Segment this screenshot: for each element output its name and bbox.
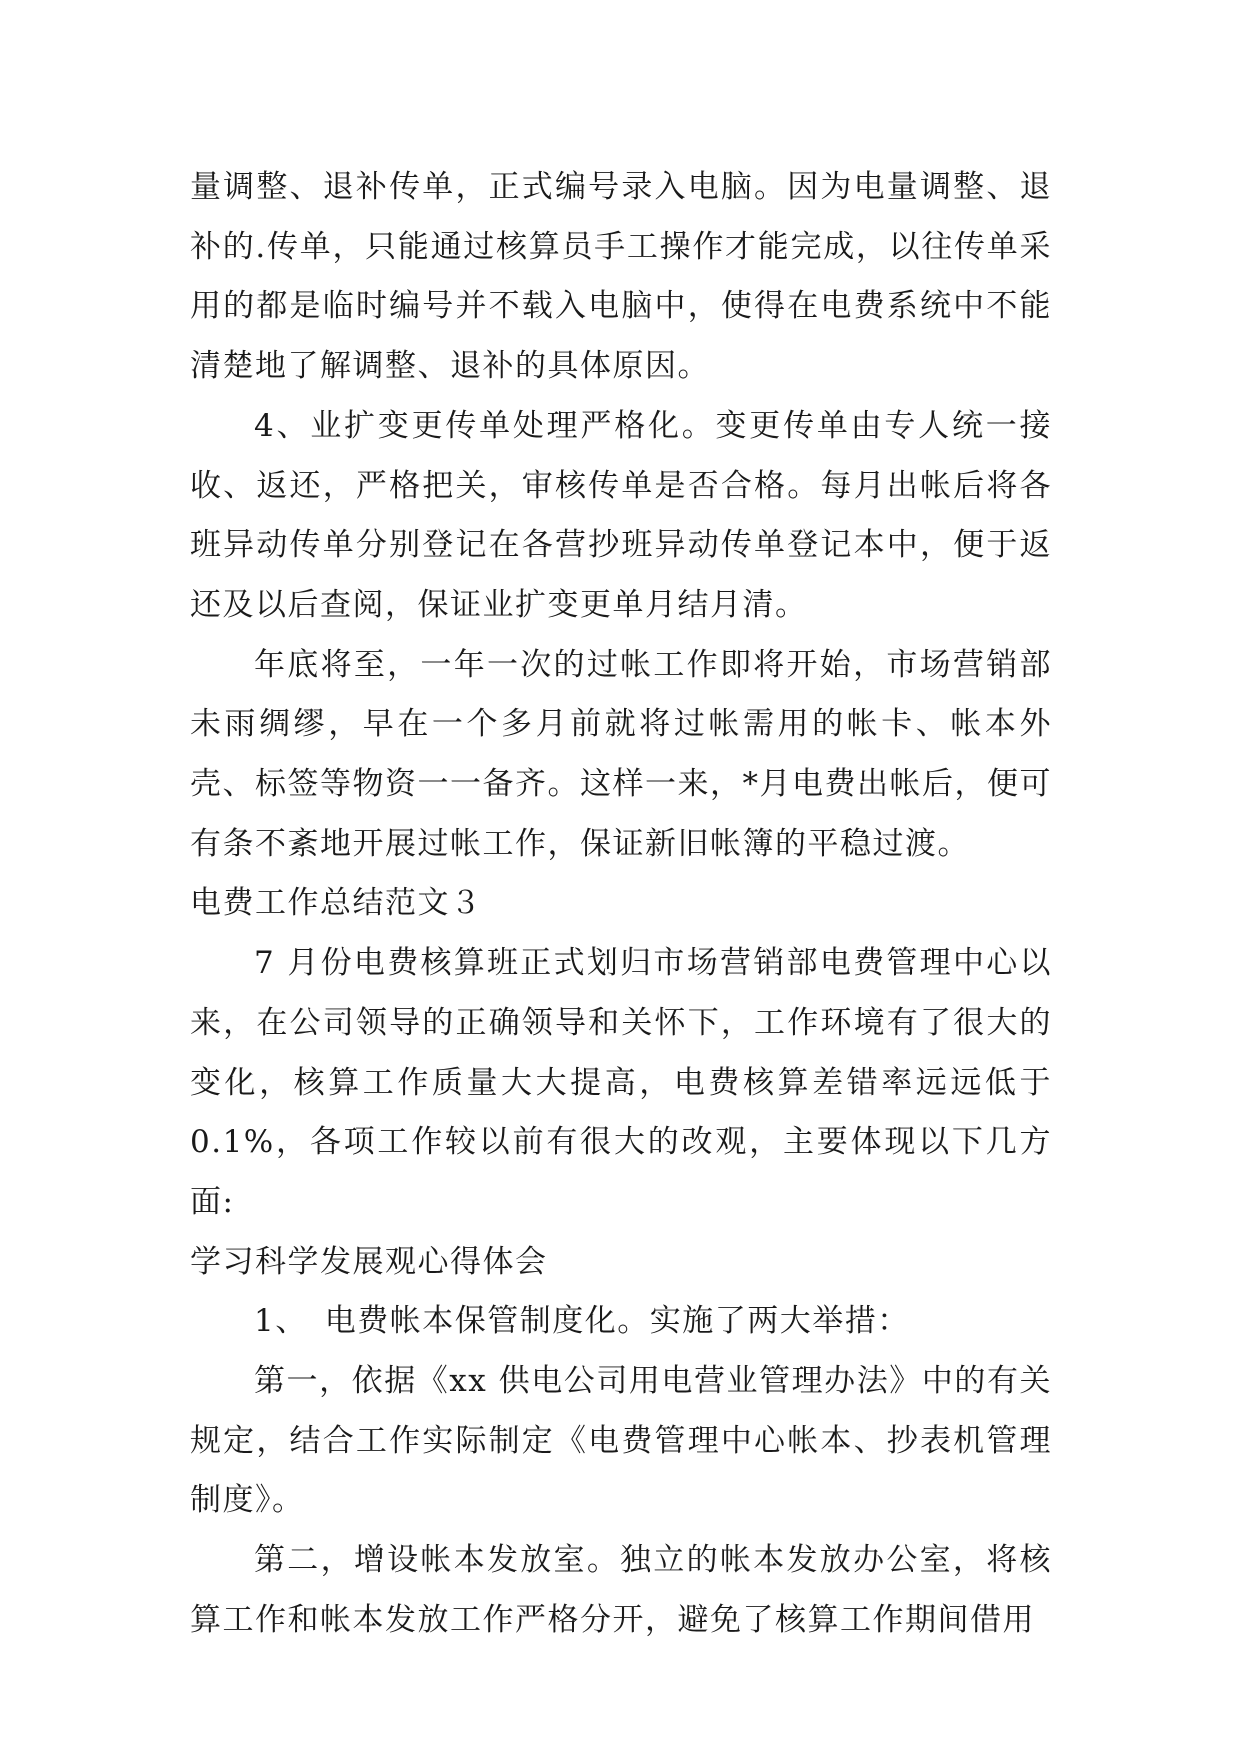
paragraph: 4、业扩变更传单处理严格化。变更传单由专人统一接收、返还，严格把关，审核传单是否合格。每月出帐后将各班异动传单分别登记在各营抄班异动传单登记本中，便于返还及以后查阅，保证业扩变更单月结月清。 <box>190 407 1052 623</box>
paragraph: 量调整、退补传单，正式编号录入电脑。因为电量调整、退补的.传单，只能通过核算员手工操作才能完成，以往传单采用的都是临时编号并不载入电脑中，使得在电费系统中不能清楚地了解调整、退补的具体原因。 <box>190 169 1052 385</box>
section-heading: 电费工作总结范文３ <box>190 885 483 922</box>
section-heading: 学习科学发展观心得体会 <box>190 1243 548 1280</box>
paragraph: 第一，依据《xx 供电公司用电营业管理办法》中的有关规定，结合工作实际制定《电费管理中心帐本、抄表机管理制度》。 <box>190 1363 1052 1519</box>
document-body <box>190 158 1052 1651</box>
paragraph: 7 月份电费核算班正式划归市场营销部电费管理中心以来，在公司领导的正确领导和关怀下，工作环境有了很大的变化，核算工作质量大大提高，电费核算差错率远远低于 0.1%，各项工作较以前有很大的改观，主要体现以下几方面: <box>190 945 1052 1220</box>
paragraph: 第二，增设帐本发放室。独立的帐本发放办公室，将核算工作和帐本发放工作严格分开，避免了核算工作期间借用 <box>190 1542 1052 1638</box>
paragraph: 年底将至，一年一次的过帐工作即将开始，市场营销部未雨绸缪，早在一个多月前就将过帐需用的帐卡、帐本外壳、标签等物资一一备齐。这样一来，*月电费出帐后，便可有条不紊地开展过帐工作，保证新旧帐簿的平稳过渡。 <box>190 646 1052 862</box>
paragraph: 1、 电费帐本保管制度化。实施了两大举措： <box>254 1303 910 1340</box>
